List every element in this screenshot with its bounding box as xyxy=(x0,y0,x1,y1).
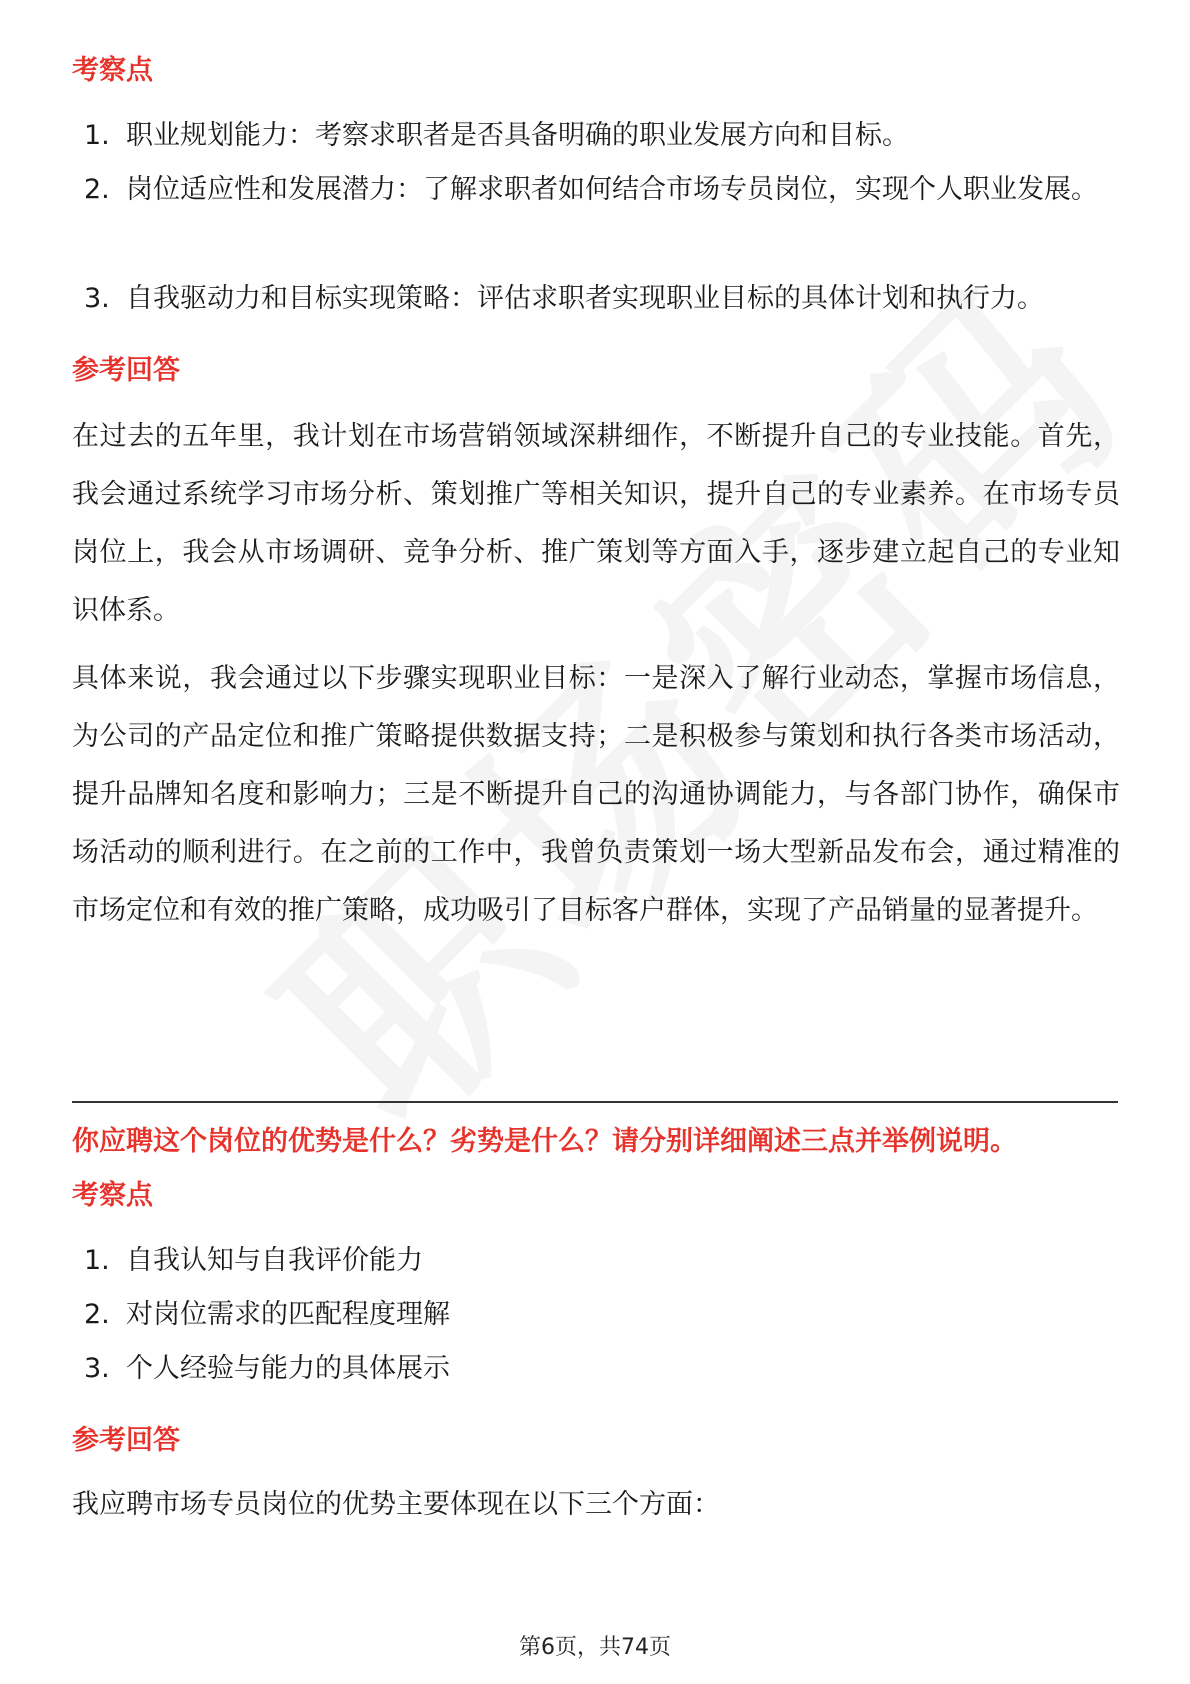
list-number: 1. xyxy=(84,120,110,151)
focus-points-heading: 考察点 xyxy=(72,1180,153,1211)
reference-answer-heading: 参考回答 xyxy=(72,1425,180,1456)
list-text: 个人经验与能力的具体展示 xyxy=(126,1353,450,1384)
list-text: 对岗位需求的匹配程度理解 xyxy=(126,1299,450,1330)
list-item xyxy=(84,161,1124,219)
list-text: 自我认知与自我评价能力 xyxy=(126,1245,423,1276)
list-text: 职业规划能力：考察求职者是否具备明确的职业发展方向和目标。 xyxy=(126,120,909,151)
list-number: 3. xyxy=(84,1353,110,1384)
page-number: 第6页，共74页 xyxy=(519,1635,671,1660)
answer-paragraph: 在过去的五年里，我计划在市场营销领域深耕细作，不断提升自己的专业技能。首先，我会通过系统学习市场分析、策划推广等相关知识，提升自己的专业素养。在市场专员岗位上，我会从市场调研、竞争分析、推广策划等方面入手，逐步建立起自己的专业知识体系。 xyxy=(72,421,1120,626)
list-item xyxy=(84,1340,1124,1398)
list-number: 3. xyxy=(84,283,110,314)
focus-points-heading: 考察点 xyxy=(72,55,153,86)
answer-paragraph: 我应聘市场专员岗位的优势主要体现在以下三个方面： xyxy=(72,1489,720,1520)
list-item xyxy=(84,1286,1124,1344)
list-text: 自我驱动力和目标实现策略：评估求职者实现职业目标的具体计划和执行力。 xyxy=(126,283,1044,314)
list-item xyxy=(84,107,1124,165)
list-number: 2. xyxy=(84,174,110,205)
list-number: 1. xyxy=(84,1245,110,1276)
section-divider xyxy=(72,1101,1118,1103)
answer-paragraph: 具体来说，我会通过以下步骤实现职业目标：一是深入了解行业动态，掌握市场信息，为公司的产品定位和推广策略提供数据支持；二是积极参与策划和执行各类市场活动，提升品牌知名度和影响力；三是不断提升自己的沟通协调能力，与各部门协作，确保市场活动的顺利进行。在之前的工作中，我曾负责策划一场大型新品发布会，通过精准的市场定位和有效的推广策略，成功吸引了目标客户群体，实现了产品销量的显著提升。 xyxy=(72,663,1120,926)
list-number: 2. xyxy=(84,1299,110,1330)
reference-answer-heading: 参考回答 xyxy=(72,355,180,386)
list-text: 岗位适应性和发展潜力：了解求职者如何结合市场专员岗位，实现个人职业发展。 xyxy=(126,174,1098,205)
list-item xyxy=(84,1232,1124,1290)
interview-question: 你应聘这个岗位的优势是什么？劣势是什么？请分别详细阐述三点并举例说明。 xyxy=(72,1126,1017,1157)
list-item xyxy=(84,270,1124,328)
